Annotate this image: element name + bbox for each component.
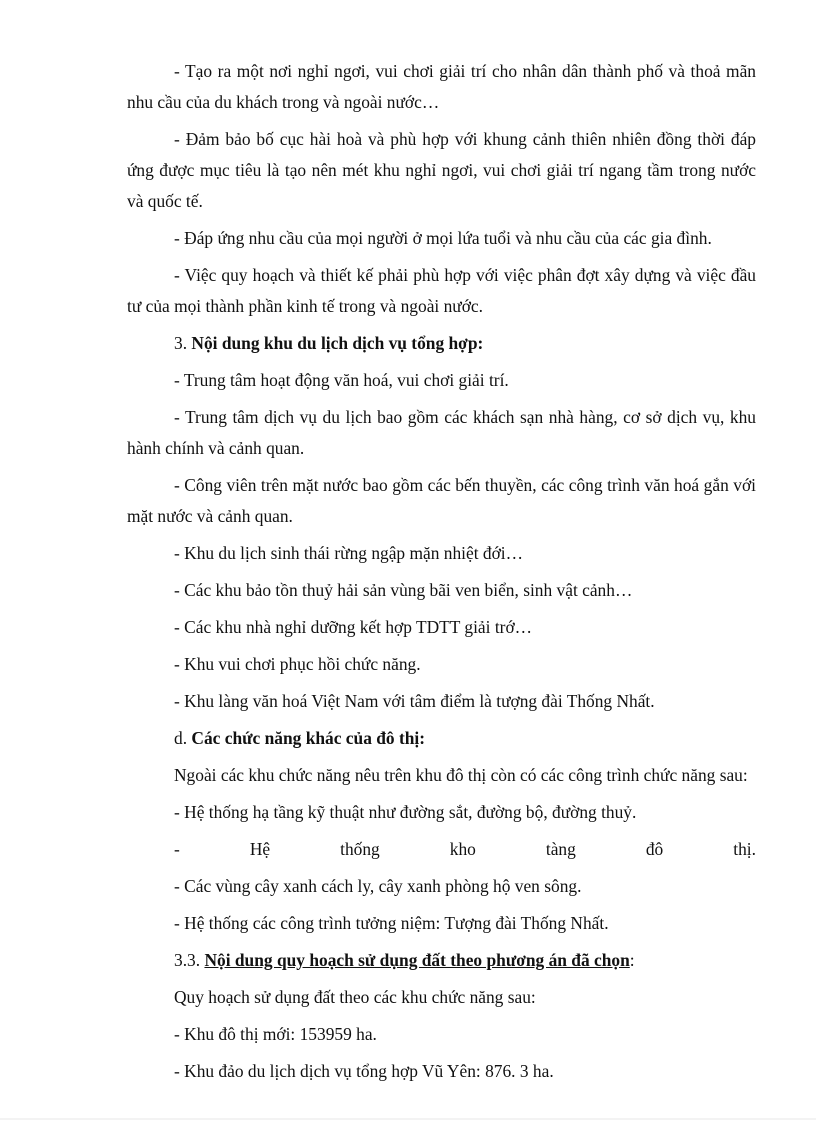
- heading-section-3-number: 3.: [174, 333, 188, 353]
- heading-section-d-title: Các chức năng khác của đô thị:: [191, 728, 426, 748]
- list-item-vu-yen-island: - Khu đảo du lịch dịch vụ tổng hợp Vũ Yên: 876. 3 ha.: [174, 1061, 554, 1081]
- heading-section-3-3-colon: :: [629, 950, 635, 970]
- paragraph-land-use-intro: Quy hoạch sử dụng đất theo các khu chức năng sau:: [174, 987, 536, 1007]
- list-item-mangrove-ecotourism: - Khu du lịch sinh thái rừng ngập mặn nhiệt đới…: [174, 543, 523, 563]
- list-item-aquatic-conservation: - Các khu bảo tồn thuỷ hải sản vùng bãi ven biển, sinh vật cảnh…: [174, 580, 633, 600]
- paragraph-phased-investment: - Việc quy hoạch và thiết kế phải phù hợp với việc phân đợt xây dựng và việc đầu tư của mọi thành phần kinh tế trong và ngoài nước.: [127, 265, 756, 316]
- paragraph-all-ages: - Đáp ứng nhu cầu của mọi người ở mọi lứa tuổi và nhu cầu của các gia đình.: [174, 228, 712, 248]
- list-item-resorts: - Các khu nhà nghỉ dưỡng kết hợp TDTT giải trớ…: [174, 617, 533, 637]
- list-item-warehouses: [174, 834, 756, 865]
- page-bottom-edge: [0, 1118, 816, 1120]
- warehouses-word: thống: [340, 839, 380, 859]
- list-item-memorials: - Hệ thống các công trình tưởng niệm: Tượng đài Thống Nhất.: [174, 913, 609, 933]
- list-item-culture-village: - Khu làng văn hoá Việt Nam với tâm điểm là tượng đài Thống Nhất.: [174, 691, 655, 711]
- heading-section-d: [127, 723, 756, 754]
- heading-section-d-number: d.: [174, 728, 188, 748]
- warehouses-word: -: [174, 839, 180, 859]
- heading-section-3-title: Nội dung khu du lịch dịch vụ tổng hợp:: [191, 333, 484, 353]
- heading-section-3-3-number: 3.3.: [174, 950, 201, 970]
- paragraph-other-functions: Ngoài các khu chức năng nêu trên khu đô thị còn có các công trình chức năng sau:: [174, 765, 748, 785]
- list-item-water-park: - Công viên trên mặt nước bao gồm các bến thuyền, các công trình văn hoá gắn với mặt nước và cảnh quan.: [127, 475, 756, 526]
- warehouses-word: tàng: [545, 839, 576, 859]
- list-item-infrastructure: - Hệ thống hạ tầng kỹ thuật như đường sắt, đường bộ, đường thuỷ.: [174, 802, 637, 822]
- document-page: [127, 56, 756, 1093]
- heading-section-3-3: [127, 945, 756, 976]
- warehouses-word: Hệ: [249, 839, 271, 859]
- paragraph-layout-harmony: - Đảm bảo bố cục hài hoà và phù hợp với khung cảnh thiên nhiên đồng thời đáp ứng được mục tiêu là tạo nên mét khu nghỉ ngơi, vui chơi giải trí ngang tầm trong nước và quốc tế.: [127, 129, 756, 211]
- heading-section-3-3-title: Nội dung quy hoạch sử dụng đất theo phương án đã chọn: [204, 950, 630, 970]
- list-item-green-belts: - Các vùng cây xanh cách ly, cây xanh phòng hộ ven sông.: [174, 876, 582, 896]
- warehouses-word: kho: [449, 839, 476, 859]
- list-item-culture-center: - Trung tâm hoạt động văn hoá, vui chơi giải trí.: [174, 370, 509, 390]
- list-item-new-urban-area: - Khu đô thị mới: 153959 ha.: [174, 1024, 377, 1044]
- paragraph-leisure-goal: - Tạo ra một nơi nghỉ ngơi, vui chơi giải trí cho nhân dân thành phố và thoả mãn nhu cầu của du khách trong và ngoài nước…: [127, 61, 756, 112]
- heading-section-3: [127, 328, 756, 359]
- warehouses-word: thị.: [733, 839, 756, 859]
- list-item-rehabilitation: - Khu vui chơi phục hồi chức năng.: [174, 654, 421, 674]
- warehouses-word: đô: [645, 839, 664, 859]
- list-item-tourism-services: - Trung tâm dịch vụ du lịch bao gồm các khách sạn nhà hàng, cơ sở dịch vụ, khu hành chính và cảnh quan.: [127, 407, 756, 458]
